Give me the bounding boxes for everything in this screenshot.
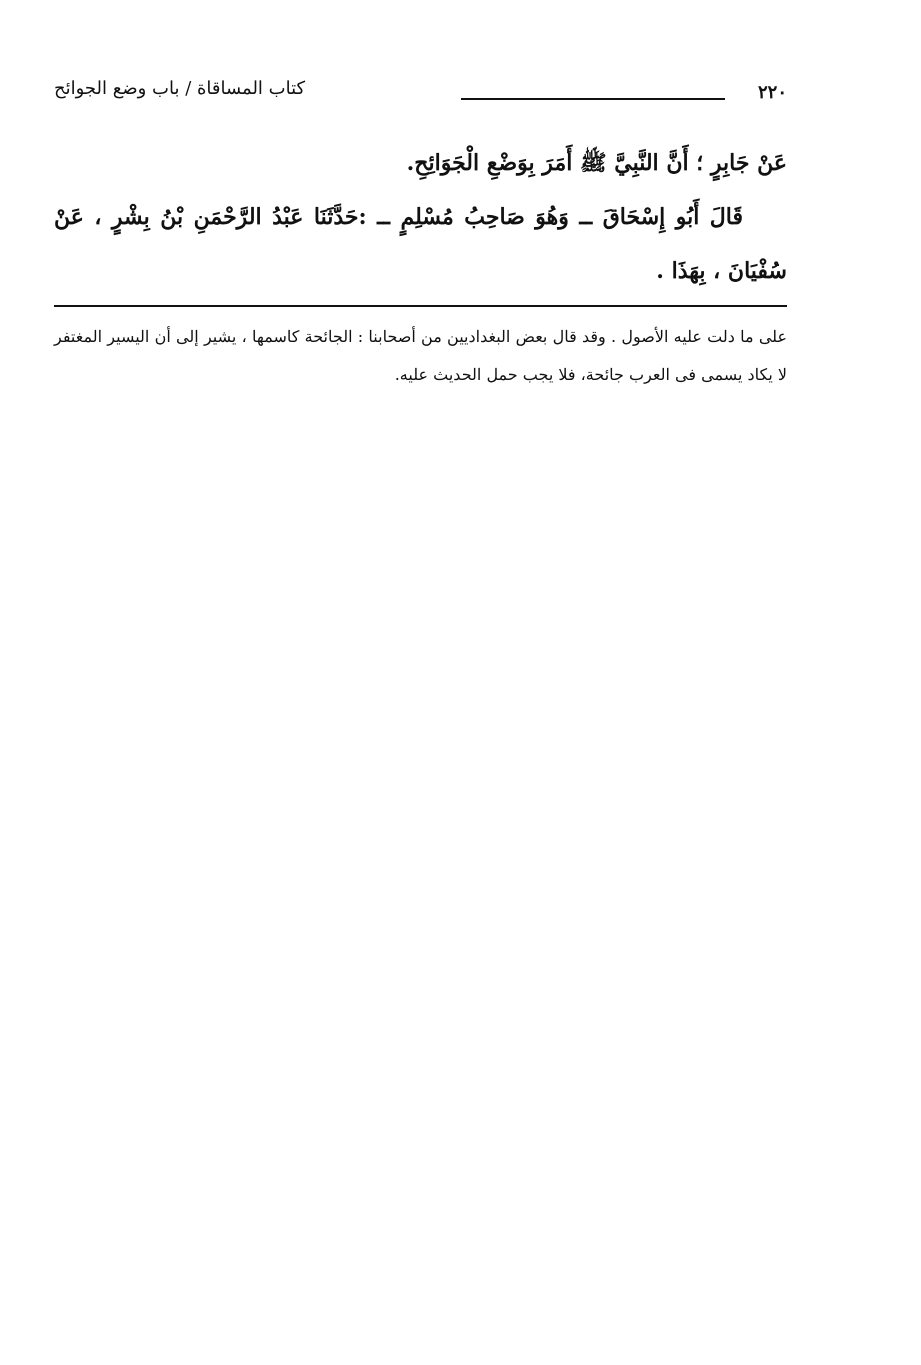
footnote-rule [54,305,787,307]
running-header [54,74,787,118]
footnote-text: على ما دلت عليه الأصول . وقد قال بعض البغداديين من أصحابنا : الجائحة كاسمها ، يشير إلى أن اليسير المغتفر لا يكاد يسمى فى العرب جائحة، فلا يجب حمل الحديث عليه. [54,327,787,384]
main-text [54,136,787,298]
running-title: كتاب المساقاة / باب وضع الجوائح [54,78,306,99]
header-rule [461,98,725,100]
hadith-text: عَنْ جَابِرٍ ؛ أَنَّ النَّبِيَّ ﷺ أَمَرَ بِوَضْعِ الْجَوَائِحِ. [406,150,787,176]
isnad-paragraph: قَالَ أَبُو إِسْحَاقَ ــ وَهُوَ صَاحِبُ مُسْلِمٍ ــ :حَدَّثَنَا عَبْدُ الرَّحْمَنِ بْنُ بِشْرٍ ، عَنْ سُفْيَانَ ، بِهَذَا . [54,204,787,284]
page-number: ٢٢٠ [757,82,787,103]
footnote [54,318,787,394]
